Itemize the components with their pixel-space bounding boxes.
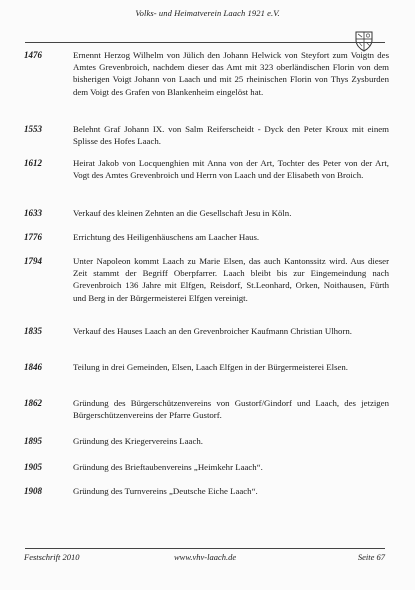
footer-publication: Festschrift 2010 xyxy=(24,552,80,562)
entry-text: Gründung des Bürgerschützenvereins von Gustorf/Gindorf und Laach, des jetzigen Bürgerschützenvereins der Pfarre Gustorf. xyxy=(73,398,389,421)
entry-year: 1846 xyxy=(24,362,42,372)
entry-text: Gründung des Brieftaubenvereins „Heimkehr Laach“. xyxy=(73,462,263,472)
page-footer xyxy=(24,552,385,566)
entry-year: 1835 xyxy=(24,326,42,336)
page-header-title: Volks- und Heimatverein Laach 1921 e.V. xyxy=(135,8,280,18)
header-rule xyxy=(25,42,385,43)
entry-text: Verkauf des Hauses Laach an den Grevenbroicher Kaufmann Christian Ulhorn. xyxy=(73,326,352,336)
entry-year: 1794 xyxy=(24,256,42,266)
entry-text: Unter Napoleon kommt Laach zu Marie Elsen, das auch Kantonssitz wird. Aus dieser Zeit stammt der Begriff Oberpfarrer. Laach bleibt bis zur Eingemeindung nach Grevenbroich 136 Jahre mit Elfgen, Reisdorf, St.Leonhard, Orken, Noithausen, Fürth und Berg in der Bürgermeisterei Elfgen vereinigt. xyxy=(73,256,389,303)
entry-year: 1633 xyxy=(24,208,42,218)
footer-rule xyxy=(25,548,385,549)
entry-year: 1862 xyxy=(24,398,42,408)
entry-text: Teilung in drei Gemeinden, Elsen, Laach Elfgen in der Bürgermeisterei Elsen. xyxy=(73,362,349,372)
entry-year: 1553 xyxy=(24,124,42,134)
entry-year: 1908 xyxy=(24,486,42,496)
footer-page-number: Seite 67 xyxy=(357,552,385,562)
entry-text: Gründung des Turnvereins „Deutsche Eiche Laach“. xyxy=(73,486,258,496)
entry-text: Errichtung des Heiligenhäuschens am Laacher Haus. xyxy=(73,232,260,242)
entry-text: Verkauf des kleinen Zehnten an die Gesellschaft Jesu in Köln. xyxy=(73,208,292,218)
entry-year: 1776 xyxy=(24,232,42,242)
entry-text: Ernennt Herzog Wilhelm von Jülich den Johann Helwick von Steyfort zum Voigtn des Amtes Grevenbroich, nachdem dieser das Amt mit 323 oberländischen Florin von dem bisherigen Voigt Johann von Laach und mit 25 rheinischen Florin von Thys Zysburden dem Voigt des Grafen von Blankenheim eingelöst hat. xyxy=(73,50,389,97)
entry-year: 1895 xyxy=(24,436,42,446)
entry-year: 1905 xyxy=(24,462,42,472)
entry-year: 1612 xyxy=(24,158,42,168)
entry-text: Belehnt Graf Johann IX. von Salm Reiferscheidt - Dyck den Peter Kroux mit einem Splisse des Hofes Laach. xyxy=(73,124,389,147)
footer-website-link[interactable]: www.vhv-laach.de xyxy=(174,552,237,562)
entry-year: 1476 xyxy=(24,50,42,60)
entry-text: Gründung des Kriegervereins Laach. xyxy=(73,436,203,446)
entry-text: Heirat Jakob von Locquenghien mit Anna von der Art, Tochter des Peter von der Art, Vogt des Amtes Grevenbroich und Herrn von Laach und der Elisabeth von Broich. xyxy=(73,158,389,181)
